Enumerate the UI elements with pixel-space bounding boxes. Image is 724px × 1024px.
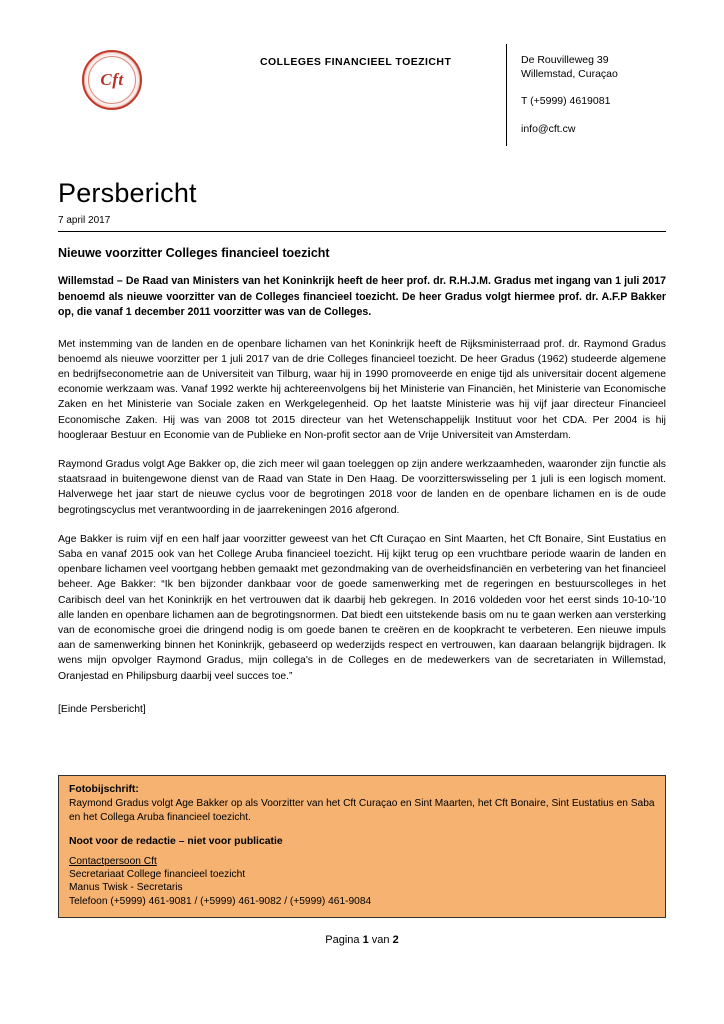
address-block [521, 54, 618, 81]
phone-block [521, 95, 618, 109]
contact-line-3: Telefoon (+5999) 461-9081 / (+5999) 461-9082 / (+5999) 461-9084 [69, 895, 372, 907]
address-line-1: De Rouvilleweg 39 [521, 54, 609, 66]
email-block [521, 123, 618, 137]
lead-paragraph: Willemstad – De Raad van Ministers van het Koninkrijk heeft de heer prof. dr. R.H.J.M. Gradus met ingang van 1 juli 2017 benoemd als nieuwe voorzitter van de Colleges financieel toezicht. De heer Gradus volgt hiermee prof. dr. A.F.P Bakker op, die vanaf 1 december 2011 voorzitter was van de Colleges. [58, 275, 666, 318]
footer-page-middle: van [368, 934, 393, 946]
organization-title: COLLEGES FINANCIEEL TOEZICHT [260, 56, 452, 68]
document-date: 7 april 2017 [58, 215, 111, 226]
email-address[interactable]: info@cft.cw [521, 122, 576, 135]
footer-page-number: 1 [362, 934, 369, 946]
end-marker: [Einde Persbericht] [58, 703, 146, 715]
article-headline: Nieuwe voorzitter Colleges financieel toezicht [58, 246, 330, 260]
footer-page-total: 2 [392, 934, 399, 946]
page-title: Persbericht [58, 178, 197, 208]
contact-person-label: Contactpersoon Cft [69, 855, 157, 867]
logo-container [58, 44, 260, 110]
page-header [58, 44, 666, 152]
logo-text: Cft [100, 70, 124, 89]
editorial-note-title: Noot voor de redactie – niet voor publicatie [69, 835, 283, 847]
body-paragraph-3: Age Bakker is ruim vijf en een half jaar voorzitter geweest van het Cft Curaçao en Sint Maarten, het Cft Bonaire, Sint Eustatius en Saba en vanaf 2015 ook van het College Aruba financieel toezicht. Hij kijkt terug op een vruchtbare periode waarin de landen en openbare lichamen veel voortgang hebben gemaakt met gezondmaking van de overheidsfinanciën en verbetering van het financieel beheer. Age Bakker: “Ik ben bijzonder dankbaar voor de goede samenwerking met de regeringen en bestuurscolleges in het Caribisch deel van het Koninkrijk en het vertrouwen dat ik daarbij heb gekregen. In 2016 voldeden voor het eerst sinds 10-10-'10 alle landen en openbare lichamen aan de begrotingsnormen. Dat biedt een uitstekende basis om nu te gaan werken aan versterking van de economische groei die dringend nodig is om goede banen te creëren en de koopkracht te verbeteren. Een nieuwe impuls aan de samenwerking binnen het Koninkrijk, gebaseerd op wederzijds respect en vertrouwen, kan daaraan belangrijk bijdragen. Ik wens mijn opvolger Raymond Gradus, mijn collega's in de Colleges en de medewerkers van de secretariaten in Willemstad, Oranjestad en Philipsburg daarbij veel succes toe.” [58, 533, 666, 682]
photo-caption-text: Raymond Gradus volgt Age Bakker op als Voorzitter van het Cft Curaçao en Sint Maarten, het Cft Bonaire, Sint Eustatius en Saba en het Collega Aruba financieel toezicht. [69, 797, 655, 823]
page-footer [58, 934, 666, 946]
photo-caption-title: Fotobijschrift: [69, 783, 139, 795]
editorial-note-box [58, 775, 666, 919]
contact-line-1: Secretariaat College financieel toezicht [69, 868, 246, 880]
cft-logo-icon [82, 50, 142, 110]
contact-line-2: Manus Twisk - Secretaris [69, 882, 183, 893]
body-paragraph-2: Raymond Gradus volgt Age Bakker op, die zich meer wil gaan toeleggen op zijn andere werkzaamheden, waaronder zijn functie als staatsraad in buitengewone dienst van de Raad van State in Den Haag. De voorzitterswisseling per 1 juli is een logisch moment. Halverwege het jaar start de nieuwe cyclus voor de begrotingen 2018 voor de landen en de openbare lichamen en is de oude begrotingscyclus met verantwoording in de jaarrekeningen 2016 afgerond. [58, 458, 666, 516]
footer-page-prefix: Pagina [325, 934, 363, 946]
title-divider [58, 231, 666, 232]
header-contact-block [506, 44, 618, 146]
body-paragraph-1: Met instemming van de landen en de openbare lichamen van het Koninkrijk heeft de Rijksministerraad prof. dr. Raymond Gradus benoemd als nieuwe voorzitter per 1 juli 2017 van de drie Colleges financieel toezicht. De heer Gradus (1962) studeerde algemene en bedrijfseconometrie aan de Universiteit van Tilburg, waar hij in 1990 promoveerde en enige tijd als universitair docent algemene economie werkzaam was. Vanaf 1992 werkte hij achtereenvolgens bij het Ministerie van Financiën, het Ministerie van Economische Zaken en het Ministerie van Sociale zaken en Werkgelegenheid. Op het laatste Ministerie was hij vijf jaar directeur Financieel Economische Zaken. Hij was van 2008 tot 2015 directeur van het Wetenschappelijk Instituut voor het CDA. Per 2004 is hij hoogleraar Bestuur en Economie van de Publieke en Non-profit sector aan de Vrije Universiteit van Amsterdam. [58, 338, 666, 441]
address-line-2: Willemstad, Curaçao [521, 67, 618, 80]
phone-number: T (+5999) 4619081 [521, 95, 611, 107]
